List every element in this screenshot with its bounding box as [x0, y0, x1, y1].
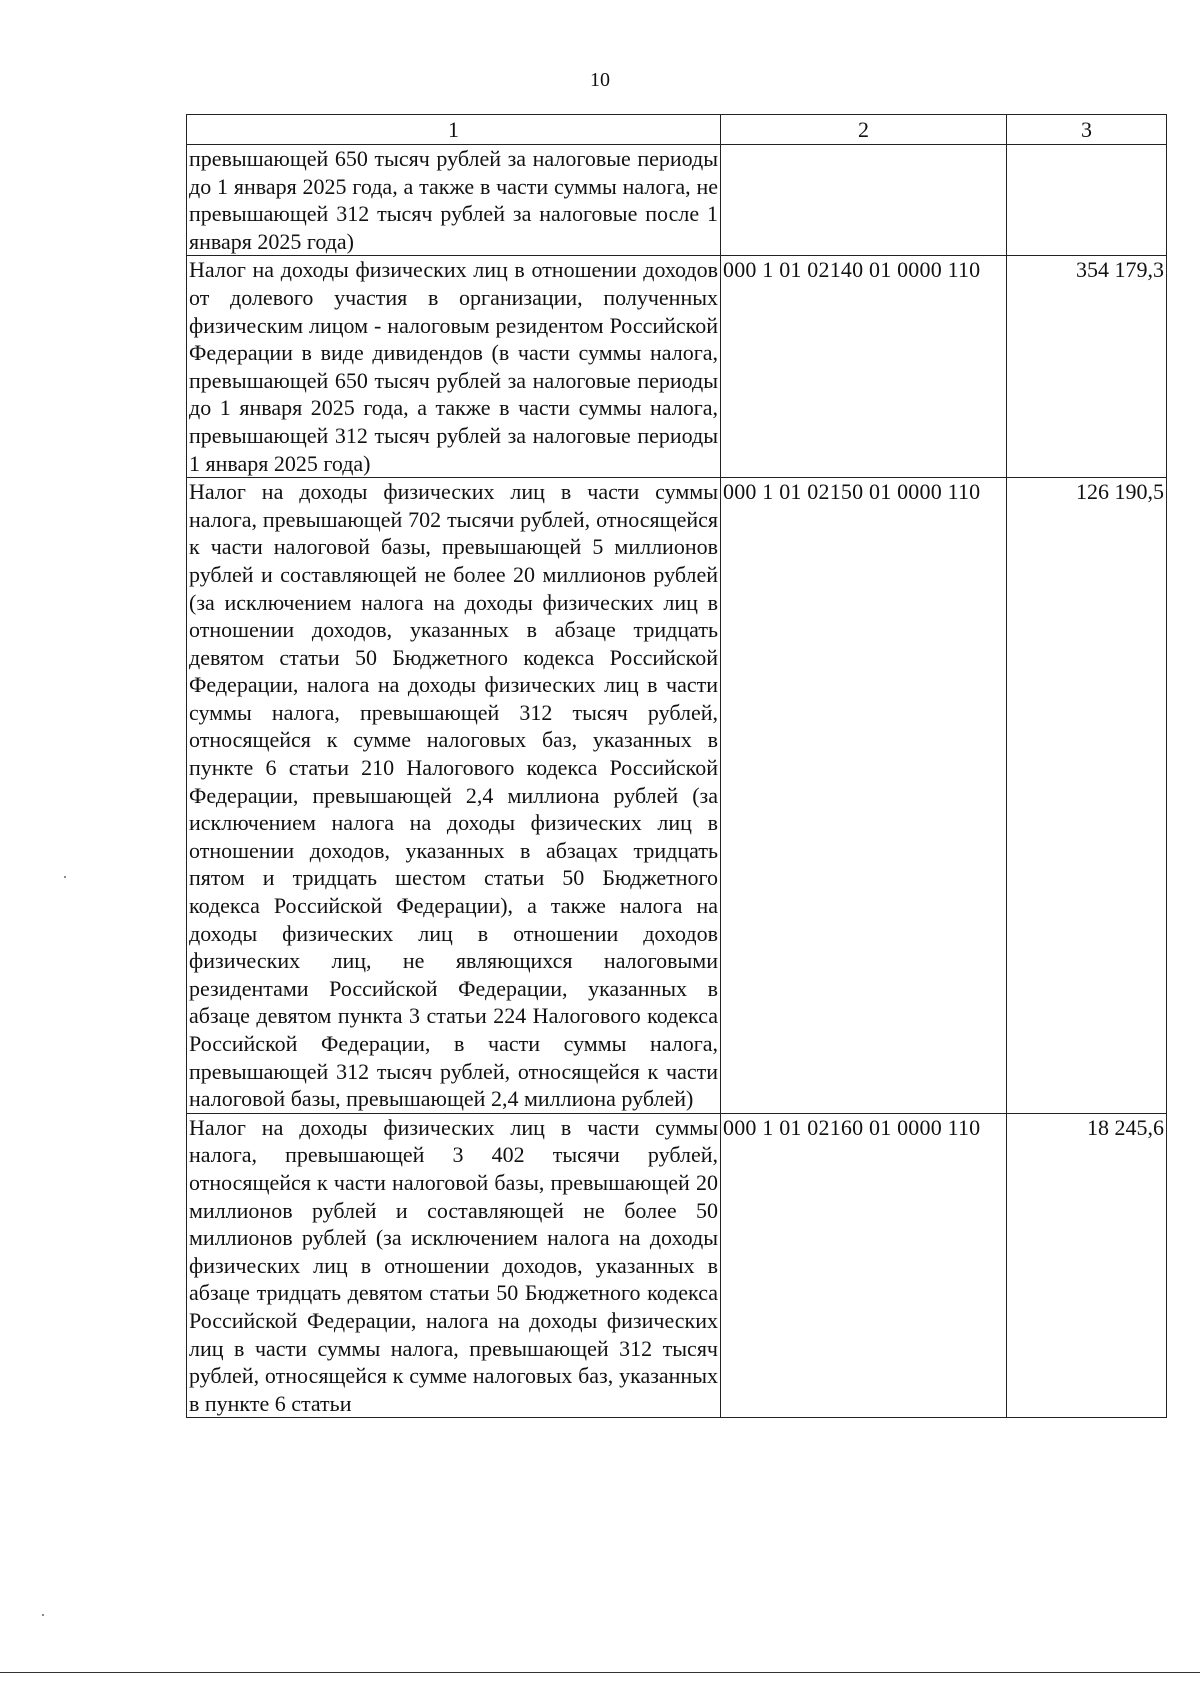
column-header-2: 2 — [721, 115, 1007, 145]
scan-speck — [64, 876, 66, 878]
column-header-3: 3 — [1007, 115, 1167, 145]
page-number: 10 — [590, 69, 610, 91]
table-row — [187, 256, 1167, 478]
table-header-row — [187, 115, 1167, 145]
row-amount: 354 179,3 — [1007, 256, 1167, 478]
page-bottom-rule — [0, 1672, 1200, 1673]
table-row — [187, 478, 1167, 1114]
row-amount: 18 245,6 — [1007, 1113, 1167, 1418]
table-row — [187, 1113, 1167, 1418]
row-amount: 126 190,5 — [1007, 478, 1167, 1114]
row-classification-code — [721, 145, 1007, 256]
budget-revenue-table — [186, 114, 1167, 1418]
row-description: Налог на доходы физических лиц в части суммы налога, превышающей 3 402 тысячи рублей, относящейся к части налоговой базы, превышающей 20 миллионов рублей и составляющей не более 50 миллионов рублей (за исключением налога на доходы физических лиц в отношении доходов, указанных в абзаце тридцать девятом статьи 50 Бюджетного кодекса Российской Федерации, налога на доходы физических лиц в части суммы налога, превышающей 312 тысяч рублей, относящейся к сумме налоговых баз, указанных в пункте 6 статьи — [187, 1113, 721, 1418]
row-classification-code: 000 1 01 02160 01 0000 110 — [721, 1113, 1007, 1418]
row-description: Налог на доходы физических лиц в отношении доходов от долевого участия в организации, полученных физическим лицом - налоговым резидентом Российской Федерации в виде дивидендов (в части суммы налога, превышающей 650 тысяч рублей за налоговые периоды до 1 января 2025 года, а также в части суммы налога, превышающей 312 тысяч рублей за налоговые периоды 1 января 2025 года) — [187, 256, 721, 478]
column-header-1: 1 — [187, 115, 721, 145]
row-classification-code: 000 1 01 02150 01 0000 110 — [721, 478, 1007, 1114]
row-description: превышающей 650 тысяч рублей за налоговые периоды до 1 января 2025 года, а также в части суммы налога, не превышающей 312 тысяч рублей за налоговые после 1 января 2025 года) — [187, 145, 721, 256]
table-row — [187, 145, 1167, 256]
row-description: Налог на доходы физических лиц в части суммы налога, превышающей 702 тысячи рублей, относящейся к части налоговой базы, превышающей 5 миллионов рублей и составляющей не более 20 миллионов рублей (за исключением налога на доходы физических лиц в отношении доходов, указанных в абзаце тридцать девятом статьи 50 Бюджетного кодекса Российской Федерации, налога на доходы физических лиц в части суммы налога, превышающей 312 тысяч рублей, относящейся к сумме налоговых баз, указанных в пункте 6 статьи 210 Налогового кодекса Российской Федерации, превышающей 2,4 миллиона рублей (за исключением налога на доходы физических лиц в отношении доходов, указанных в абзацах тридцать пятом и тридцать шестом статьи 50 Бюджетного кодекса Российской Федерации), а также налога на доходы физических лиц в отношении доходов физических лиц, не являющихся налоговыми резидентами Российской Федерации, указанных в абзаце девятом пункта 3 статьи 224 Налогового кодекса Российской Федерации, в части суммы налога, превышающей 312 тысяч рублей, относящейся к части налоговой базы, превышающей 2,4 миллиона рублей) — [187, 478, 721, 1114]
row-amount — [1007, 145, 1167, 256]
row-classification-code: 000 1 01 02140 01 0000 110 — [721, 256, 1007, 478]
scan-speck — [42, 1614, 44, 1616]
